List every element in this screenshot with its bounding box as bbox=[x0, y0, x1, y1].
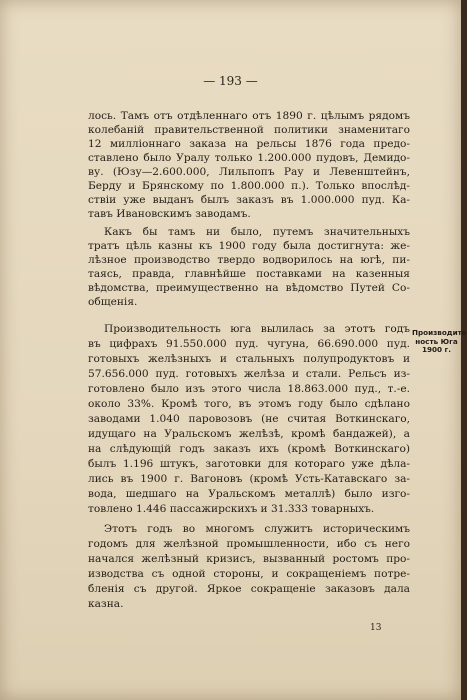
text-line: Какъ бы тамъ ни было, путемъ значительныхъ bbox=[104, 226, 410, 238]
text-line: около 33%. Кромѣ того, въ этомъ году было сдѣлано bbox=[88, 398, 410, 410]
text-line: въ цифрахъ 91.550.000 пуд. чугуна, 66.690.000 пуд. bbox=[88, 338, 410, 350]
text-line: 57.656.000 пуд. готовыхъ желѣза и стали. Рельсъ из- bbox=[88, 368, 410, 380]
text-line: заводами 1.040 паровозовъ (не считая Воткинскаго, bbox=[88, 413, 410, 425]
text-line: лись въ 1900 г. Вагоновъ (кромѣ Усть-Катавскаго за- bbox=[88, 473, 410, 485]
text-line: начался желѣзный кризисъ, вызванный ростомъ про- bbox=[88, 553, 410, 565]
text-line: вѣдомства, преимущественно на вѣдомство Путей Со- bbox=[88, 282, 410, 294]
text-line: бленія съ другой. Яркое сокращеніе заказовъ дала bbox=[88, 583, 410, 595]
text-line: ву. (Юзу—2.600.000, Лильпопъ Рау и Левенштейнъ, bbox=[88, 166, 410, 178]
text-line: готовыхъ желѣзныхъ и стальныхъ полупродуктовъ и bbox=[88, 353, 410, 365]
text-line: казна. bbox=[88, 598, 124, 610]
text-line: общенія. bbox=[88, 296, 138, 308]
text-line: идущаго на Уральскомъ желѣзѣ, кромѣ бандажей), а bbox=[88, 428, 410, 440]
text-line: тратъ цѣль казны къ 1900 году была достигнута: же- bbox=[88, 240, 410, 252]
text-line: таясь, правда, главнѣйше поставками на казенныя bbox=[88, 268, 410, 280]
text-line: Берду и Брянскому по 1.800.000 п.). Только впослѣд- bbox=[88, 180, 410, 192]
text-line: Производительность юга вылилась за этотъ годъ bbox=[104, 323, 410, 335]
text-line: годомъ для желѣзной промышленности, ибо съ него bbox=[88, 538, 410, 550]
margin-note-line: Производите bbox=[412, 328, 467, 337]
text-line: 12 милліоннаго заказа на рельсы 1876 года предо- bbox=[88, 138, 410, 150]
text-line: колебаній правительственной политики знаменитаго bbox=[88, 124, 410, 136]
text-line: готовлено было изъ этого числа 18.863.000 пуд., т.-е. bbox=[88, 383, 410, 395]
text-line: ствіи уже выданъ былъ заказъ въ 1.000.000 пуд. Ка- bbox=[88, 194, 410, 206]
text-line: изводства съ одной стороны, и сокращеніемъ потре- bbox=[88, 568, 410, 580]
text-line: товлено 1.446 пассажирскихъ и 31.333 товарныхъ. bbox=[88, 503, 375, 515]
margin-note-line: ность Юга bbox=[415, 336, 458, 346]
margin-note-line: 1900 г. bbox=[422, 345, 451, 354]
text-line: Этотъ годъ во многомъ служитъ историческимъ bbox=[104, 523, 410, 535]
text-line: лѣзное производство твердо водворилось на югѣ, пи- bbox=[88, 254, 410, 266]
page-number: — 193 — bbox=[203, 74, 258, 88]
text-line: лось. Тамъ отъ отдѣленнаго отъ 1890 г. цѣлымъ рядомъ bbox=[88, 110, 410, 122]
text-line: на слѣдующій годъ заказъ ихъ (кромѣ Воткинскаго) bbox=[88, 443, 410, 455]
sheet-number: 13 bbox=[370, 623, 382, 633]
text-line: ставлено было Уралу только 1.200.000 пудовъ, Демидо- bbox=[88, 152, 410, 164]
margin-note bbox=[412, 328, 467, 355]
text-line: вода, шедшаго на Уральскомъ металлѣ) было изго- bbox=[88, 488, 410, 500]
text-line: былъ 1.196 штукъ, заготовки для котораго уже дѣла- bbox=[88, 458, 410, 470]
text-line: тавъ Ивановскимъ заводамъ. bbox=[88, 208, 251, 220]
